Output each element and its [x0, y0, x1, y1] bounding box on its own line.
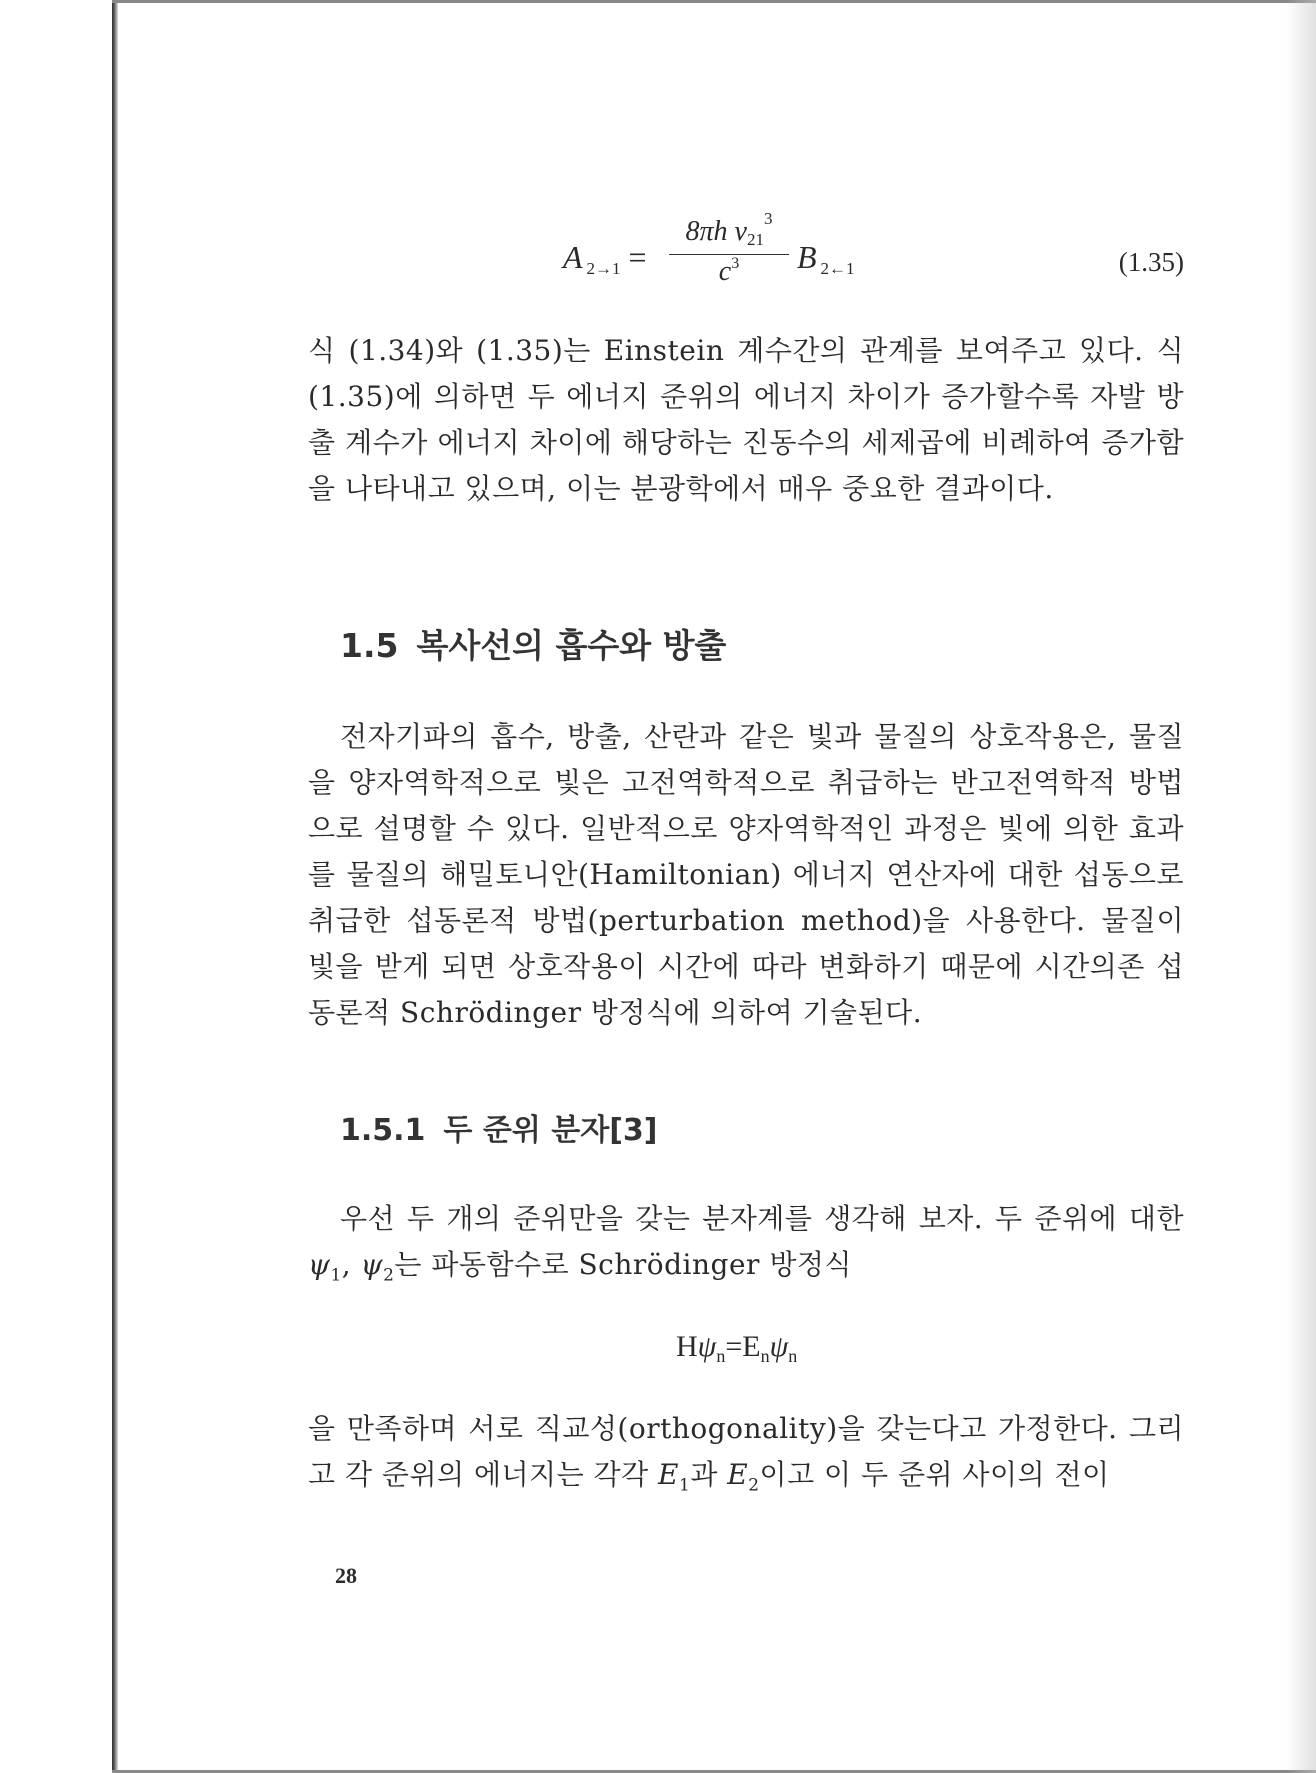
- equation-lhs: A 2→1 =: [563, 239, 647, 278]
- paragraph-orthogonality: 을 만족하며 서로 직교성(orthogonality)을 갖는다고 가정한다. 그리고 각 준위의 에너지는 각각 $E_1$과 $E_2$이고 이 두 준위 사이의 전이: [308, 1412, 1184, 1496]
- equation-fraction: [669, 209, 789, 291]
- equation-number: (1.35): [1118, 247, 1184, 277]
- equation-rhs: B 2←1: [797, 239, 855, 278]
- fraction-bar: [669, 254, 789, 255]
- section-heading-1-5-1: 1.5.1 두 준위 분자[3]: [340, 1113, 658, 1148]
- paragraph-light-matter-interaction: 전자기파의 흡수, 방출, 산란과 같은 빛과 물질의 상호작용은, 물질을 양자역학적으로 빛은 고전역학적으로 취급하는 반고전역학적 방법으로 설명할 수 있다. 일반적으로 양자역학적인 과정은 빛에 의한 효과를 물질의 해밀토니안(Hamiltonian) 에너지 연산자에 대한 섭동으로 취급한 섭동론적 방법(perturbation method)을 사용한다. 물질이 빛을 받게 되면 상호작용이 시간에 따라 변화하기 때문에 시간의존 섭동론적 Schrödinger 방정식에 의하여 기술된다.: [308, 720, 1184, 1029]
- schrodinger-equation: $H\psi_n=E_n\psi_n$: [676, 1330, 798, 1366]
- fraction-denominator: $c^3$: [718, 255, 740, 287]
- page-right-shadow: [1286, 0, 1316, 1773]
- page-binding-edge: [112, 0, 118, 1773]
- paragraph-einstein-coefficients: 식 (1.34)와 (1.35)는 Einstein 계수간의 관계를 보여주고 있다. 식 (1.35)에 의하면 두 에너지 준위의 에너지 차이가 증가할수록 자발 방출 계수가 에너지 차이에 해당하는 진동수의 세제곱에 비례하여 증가함을 나타내고 있으며, 이는 분광학에서 매우 중요한 결과이다.: [308, 334, 1184, 505]
- equation-1-35: [308, 209, 1184, 295]
- paragraph-two-level-molecule: 우선 두 개의 준위만을 갖는 분자계를 생각해 보자. 두 준위에 대한 $\psi_1$, $\psi_2$는 파동함수로 Schrödinger 방정식: [308, 1202, 1184, 1286]
- fraction-numerator: 8πh $\nu 21^3$: [685, 209, 773, 249]
- page-number: 28: [335, 1563, 357, 1588]
- section-heading-1-5: 1.5 복사선의 흡수와 방출: [340, 626, 727, 665]
- page-top-edge: [112, 0, 1316, 3]
